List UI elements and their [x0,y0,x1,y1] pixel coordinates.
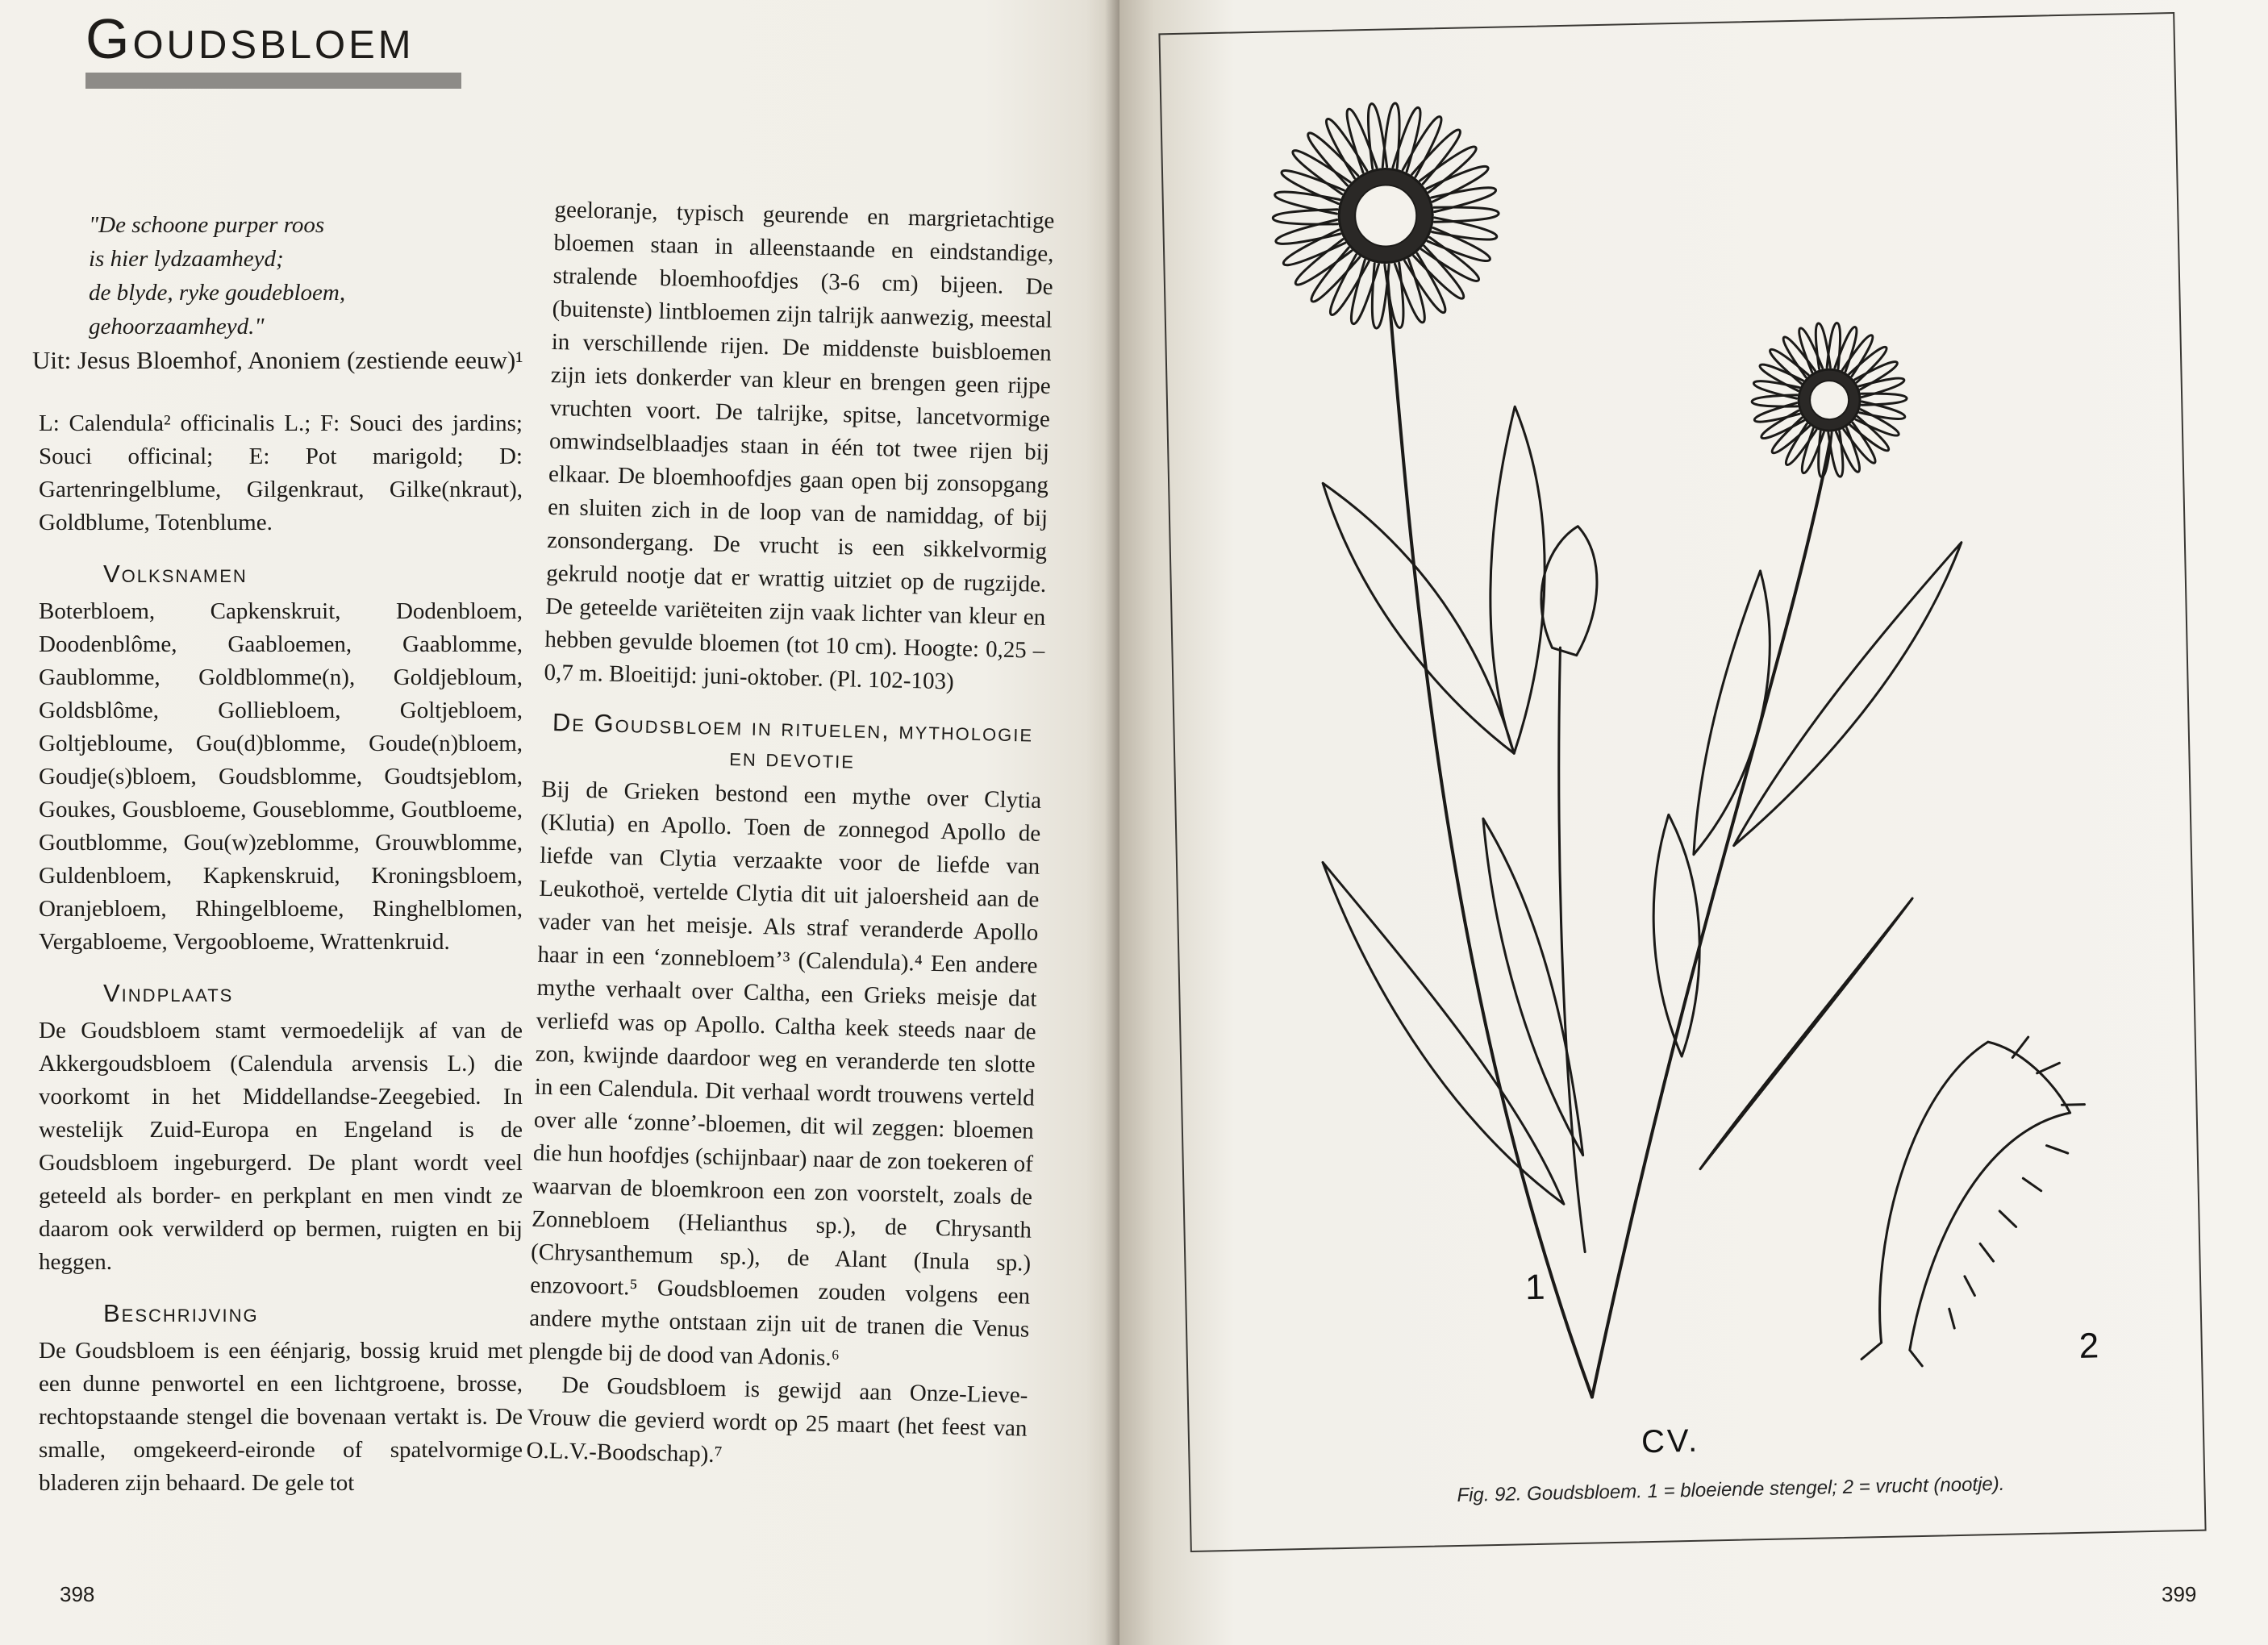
rituelen-paragraph: De Goudsbloem is gewijd aan Onze-Lieve-Vrouw die gevierd wordt op 25 maart (het feest van O.L.V.-Boodschap).⁷ [526,1372,1028,1468]
leaf [1695,898,1918,1169]
title-underline [85,73,461,89]
figure-caption: Fig. 92. Goudsbloem. 1 = bloeiende stengel; 2 = vrucht (nootje). [1457,1472,2005,1507]
flower-head-small [1750,322,1908,479]
petal [1382,103,1401,169]
petal [1826,323,1841,369]
calendula-illustration [1160,14,2204,1551]
figure-label-2: 2 [2078,1326,2099,1366]
flower-head-large [1270,101,1501,330]
section-heading-volksnamen: Volksnamen [103,560,248,588]
section-heading-vindplaats: Vindplaats [103,979,234,1007]
quote-line: is hier lydzaamheyd; [89,246,284,272]
epigraph [32,208,540,377]
column-one [39,407,523,1500]
volksnamen-paragraph: Boterbloem, Capkenskruit, Dodenbloem, Doodenblôme, Gaabloemen, Gaablomme, Gaublomme, Goldblomme(n), Goldjebloum, Goldsblôme, Golliebloem, Goltjebloem, Goltjebloume, Gou(d)blomme, Goude(n)bloem, Goudje(s)bloem, Goudsblomme, Goudtsjeblom, Goukes, Gousbloeme, Gouseblomme, Goutbloeme, Goutblomme, Gou(w)zeblomme, Grouwblomme, Guldenbloem, Kapkenskruid, Kroningsbloem, Oranjebloem, Rhingelbloeme, Ringhelblomen, Vergabloeme, Vergoobloeme, Wrattenkruid. [39,598,523,955]
page-number: 399 [2162,1582,2197,1606]
left-page [0,0,1119,1645]
plant-names-paragraph: L: Calendula² officinalis L.; F: Souci des jardins; Souci officinal; E: Pot marigold; D: Gartenringelblume, Gilgenkraut, Gilke(nkraut), Goldblume, Totenblume. [39,410,523,535]
section-heading-rituelen: De Goudsbloem in rituelen, mythologie en devotie [552,708,1034,774]
vindplaats-paragraph: De Goudsbloem stamt vermoedelijk af van de Akkergoudsbloem (Calendula arvensis L.) die voorkomt in het Middellandse-Zeegebied. In westelijk Zuid-Europa en Engeland is de Goudsbloem ingeburgerd. De plant wordt veel geteeld als border- en perkplant en men vindt ze daarom ook verwilderd op bermen, ruigten en bij heggen. [39,1018,523,1275]
fruit [1855,1040,2075,1367]
figure-label-1: 1 [1524,1267,1546,1308]
leaf [1483,817,1583,1157]
fruit-spines [1944,1036,2089,1329]
figure-frame [1158,12,2206,1552]
description-continued: geeloranje, typisch geurende en margrietachtige bloemen staan in alleenstaande en eindstandige, stralende bloemhoofdjes (3-6 cm) bijeen. De (buitenste) lintbloemen zijn talrijk aanwezig, meestal in verschillende rijen. De middenste buisbloemen zijn iets donkerder van kleur en brengen geen rijpe vruchten voort. De talrijke, spitse, lancetvormige omwindselblaadjes staan in één tot twee rijen bij elkaar. De bloemhoofdjes gaan open bij zonsopgang en sluiten zich in de loop van de namiddag, of bij zonsondergang. De vrucht is een sikkelvormig gekruld nootje dat er wrattig uitziet op de rugzijde. De geteelde variëteiten zijn vaak lichter van kleur en hebben gevulde bloemen (tot 10 cm). Hoogte: 0,25 – 0,7 m. Bloeitijd: juni-oktober. (Pl. 102-103) [544,196,1055,695]
quote-line: "De schoone purper roos [89,212,325,238]
section-heading-beschrijving: Beschrijving [103,1299,259,1327]
main-stem [1387,269,1592,1401]
quote-line: de blyde, ryke goudebloem, [89,280,346,306]
beschrijving-paragraph: De Goudsbloem is een éénjarig, bossig kruid met een dunne penwortel en een lichtgroene, brosse, rechtopstaande stengel die bovenaan vertakt is. De smalle, omgekeerd-eironde of spatelvormige bladeren zijn behaard. De gele tot [39,1338,523,1496]
branch-stem [1572,440,1850,1397]
quote-source: Uit: Jesus Bloemhof, Anoniem (zestiende eeuw)¹ [32,346,523,374]
rituelen-paragraph: Bij de Grieken bestond een mythe over Clytia (Klutia) en Apollo. Toen de zonnegod Apollo de liefde van Clytia verzaakte voor de liefde van Leukothoë, vertelde Clytia dit uit jaloersheid aan de vader van het meisje. Als straf veranderde Apollo haar in een ‘zonnebloem’³ (Calendula).⁴ Een andere mythe verhaalt over Caltha, een Grieks meisje dat verliefd was op Apollo. Caltha keek steeds naar de zon, kwijnde daardoor weg en veranderde ten slotte in een Calendula. Dit verhaal wordt trouwens verteld over alle ‘zonne’-bloemen, dit wil zeggen: bloemen die hun hoofdjes (schijnbaar) naar de zon toekeren of waarvan de bloemkroon een zon voorstelt, zoals de Zonnebloem (Helianthus sp.), de Chrysanth (Chrysanthemum sp.), de Alant (Inula sp.) enzovoort.⁵ Goudsbloemen zouden volgens een andere mythe ontstaan zijn uit de tranen die Venus plengde bij de dood van Adonis.⁶ [528,776,1042,1372]
bud [1540,526,1599,656]
artist-signature: CV. [1641,1422,1700,1460]
page-title: Goudsbloem [85,7,415,70]
quote-line: gehoorzaamheyd." [89,314,265,339]
leaf [1688,571,1774,855]
page-number: 398 [60,1582,95,1606]
column-two [526,194,1055,1479]
side-stem [1555,648,1585,1252]
